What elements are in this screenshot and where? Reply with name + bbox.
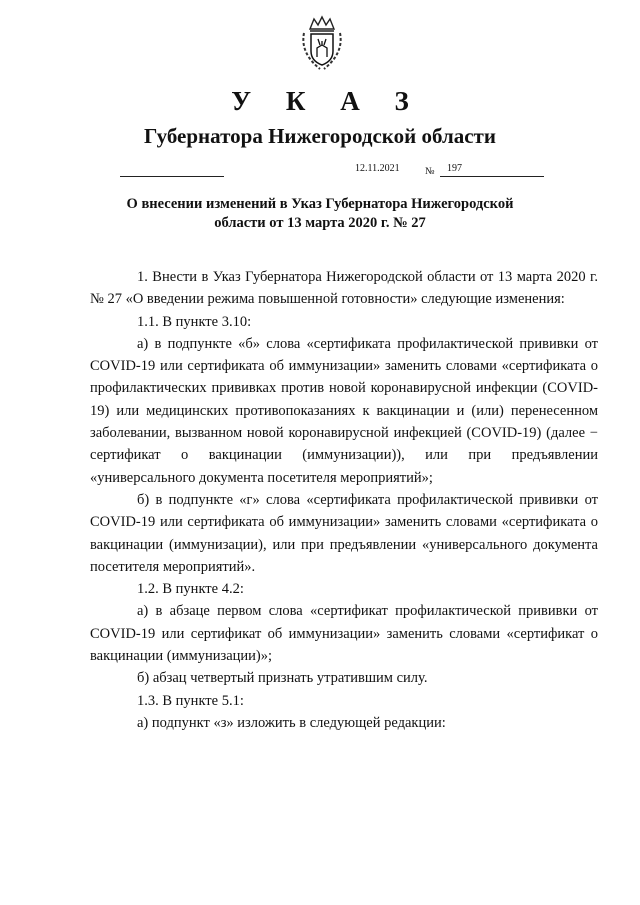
document-title-line-1: О внесении изменений в Указ Губернатора Нижегородской xyxy=(126,196,514,212)
number-blank-line xyxy=(440,176,544,177)
number-label: № xyxy=(425,166,435,177)
document-title-line-2: области от 13 марта 2020 г. № 27 xyxy=(214,215,426,231)
paragraph: а) в подпункте «б» слова «сертификата профилактической прививки от COVID-19 или сертификата об иммунизации» заменить словами «сертификата о профилактических прививках против новой коронавирусной инфекции (COVID-19) или медицинских противопоказаниях к вакцинации и (или) перенесенном заболевании, вызванном новой коронавирусной инфекцией (COVID-19) (далее − сертификат о вакцинации (иммунизации)), или при предъявлении «универсального документа посетителя мероприятий»; xyxy=(90,335,598,486)
paragraph: 1.3. В пункте 5.1: xyxy=(137,692,244,709)
paragraph: б) абзац четвертый признать утратившим силу. xyxy=(137,670,428,687)
document-date: 12.11.2021 xyxy=(355,163,400,174)
document-body xyxy=(90,266,598,734)
issuer-heading: Губернатора Нижегородской области xyxy=(144,124,496,148)
paragraph: 1. Внести в Указ Губернатора Нижегородской области от 13 марта 2020 г. № 27 «О введении режима повышенной готовности» следующие изменения: xyxy=(90,269,598,308)
date-blank-line xyxy=(120,176,224,177)
paragraph: а) в абзаце первом слова «сертификат профилактической прививки от COVID-19 или сертификат об иммунизации» заменить словами «сертификат о вакцинации (иммунизации)»; xyxy=(90,603,598,665)
paragraph: б) в подпункте «г» слова «сертификата профилактической прививки от COVID-19 или сертификата об иммунизации» заменить словами «сертификата о вакцинации (иммунизации), или при предъявлении «универсального документа посетителя мероприятий». xyxy=(90,491,598,575)
document-title xyxy=(120,195,520,233)
paragraph: 1.1. В пункте 3.10: xyxy=(137,313,252,330)
paragraph: а) подпункт «з» изложить в следующей редакции: xyxy=(137,714,446,731)
document-type-heading: У К А З xyxy=(231,86,423,116)
coat-of-arms-icon xyxy=(300,15,344,71)
paragraph: 1.2. В пункте 4.2: xyxy=(137,581,244,598)
document-number: 197 xyxy=(447,163,462,174)
